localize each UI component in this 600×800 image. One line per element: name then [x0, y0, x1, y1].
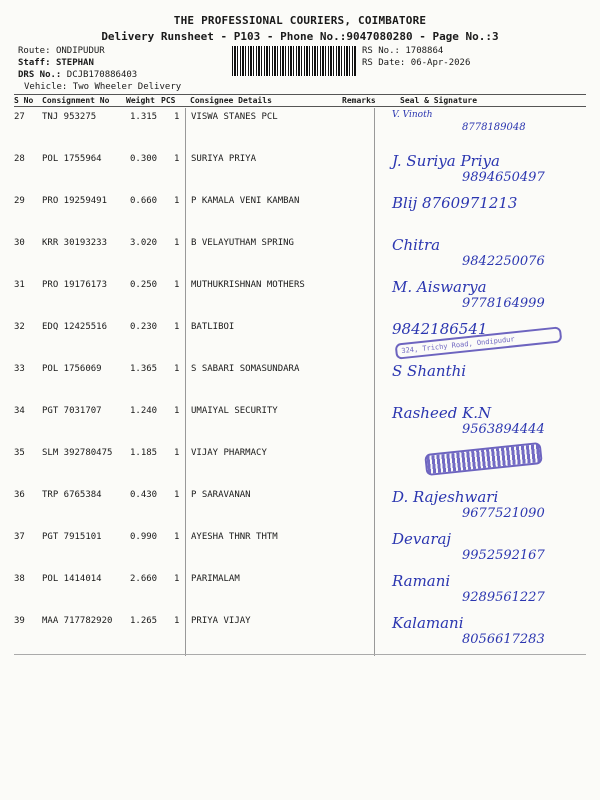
- signature-name: Blij 8760971213: [392, 194, 518, 212]
- col-weight: Weight: [126, 96, 155, 105]
- vehicle-line: [24, 82, 181, 92]
- col-consignment: Consignment No: [42, 96, 110, 105]
- row-sno: 36: [14, 490, 25, 500]
- drs-value: DCJB170886403: [66, 70, 138, 80]
- row-consignment: PRO 19176173: [42, 280, 108, 290]
- rs-no-value: 1708864: [405, 46, 444, 56]
- signature-name: V. Vinoth: [392, 110, 433, 120]
- row-weight: 1.185: [130, 448, 158, 458]
- staff-label: Staff:: [18, 58, 51, 68]
- row-consignee: VISWA STANES PCL: [191, 112, 278, 122]
- row-sno: 39: [14, 616, 25, 626]
- col-sno: S No: [14, 96, 34, 105]
- rs-no-line: [362, 46, 443, 56]
- header-top-rule: [14, 94, 586, 95]
- row-sno: 37: [14, 532, 25, 542]
- row-pcs: 1: [174, 322, 180, 332]
- row-weight: 0.660: [130, 196, 158, 206]
- row-consignment: PGT 7031707: [42, 406, 102, 416]
- vehicle-value: Two Wheeler Delivery: [72, 82, 182, 92]
- row-pcs: 1: [174, 364, 180, 374]
- row-sno: 33: [14, 364, 25, 374]
- row-consignment: TRP 6765384: [42, 490, 102, 500]
- row-weight: 1.240: [130, 406, 158, 416]
- row-consignee: PRIYA VIJAY: [191, 616, 251, 626]
- row-consignee: SURIYA PRIYA: [191, 154, 257, 164]
- col-consignee: Consignee Details: [190, 96, 272, 105]
- row-consignment: EDQ 12425516: [42, 322, 108, 332]
- table-bottom-rule: [14, 654, 586, 655]
- row-pcs: 1: [174, 196, 180, 206]
- row-consignee: P SARAVANAN: [191, 490, 251, 500]
- signature-phone: 9894650497: [462, 170, 545, 185]
- row-consignment: POL 1414014: [42, 574, 102, 584]
- row-pcs: 1: [174, 574, 180, 584]
- table-row: [0, 360, 600, 402]
- signature-name: Ramani: [392, 572, 451, 590]
- row-weight: 1.265: [130, 616, 158, 626]
- signature-name: J. Suriya Priya: [392, 152, 500, 170]
- row-weight: 0.300: [130, 154, 158, 164]
- rs-date-line: [362, 58, 470, 68]
- signature-name: Chitra: [392, 236, 441, 254]
- row-consignment: MAA 717782920: [42, 616, 113, 626]
- rs-date-value: 06-Apr-2026: [410, 58, 471, 68]
- row-sno: 30: [14, 238, 25, 248]
- signature-name: S Shanthi: [392, 362, 467, 380]
- row-pcs: 1: [174, 532, 180, 542]
- header-bottom-rule: [14, 106, 586, 107]
- col-seal: Seal & Signature: [400, 96, 478, 105]
- row-sno: 27: [14, 112, 25, 122]
- row-pcs: 1: [174, 112, 180, 122]
- route-label: Route:: [18, 46, 51, 56]
- row-consignment: PGT 7915101: [42, 532, 102, 542]
- row-consignment: POL 1756069: [42, 364, 102, 374]
- staff-value: STEPHAN: [55, 58, 94, 68]
- row-weight: 0.430: [130, 490, 158, 500]
- row-consignee: B VELAYUTHAM SPRING: [191, 238, 294, 248]
- signature-phone: 9563894444: [462, 422, 545, 437]
- route-line: [18, 46, 105, 56]
- signature-phone: 9952592167: [462, 548, 545, 563]
- signature-name: Devaraj: [392, 530, 452, 548]
- row-sno: 29: [14, 196, 25, 206]
- row-weight: 0.230: [130, 322, 158, 332]
- vehicle-label: Vehicle:: [24, 82, 68, 92]
- row-consignee: UMAIYAL SECURITY: [191, 406, 278, 416]
- row-sno: 38: [14, 574, 25, 584]
- row-weight: 1.315: [130, 112, 158, 122]
- row-weight: 1.365: [130, 364, 158, 374]
- row-consignee: MUTHUKRISHNAN MOTHERS: [191, 280, 305, 290]
- runsheet-header: [0, 14, 600, 43]
- signature-phone: 9677521090: [462, 506, 545, 521]
- runsheet-subtitle: Delivery Runsheet - P103 - Phone No.:9047080280 - Page No.:3: [101, 30, 499, 43]
- signature-name: 9842186541: [392, 320, 488, 338]
- row-weight: 3.020: [130, 238, 158, 248]
- row-pcs: 1: [174, 154, 180, 164]
- row-weight: 0.990: [130, 532, 158, 542]
- row-pcs: 1: [174, 616, 180, 626]
- row-consignee: S SABARI SOMASUNDARA: [191, 364, 300, 374]
- row-pcs: 1: [174, 490, 180, 500]
- company-title: THE PROFESSIONAL COURIERS, COIMBATORE: [173, 14, 427, 27]
- row-consignee: PARIMALAM: [191, 574, 240, 584]
- row-sno: 32: [14, 322, 25, 332]
- signature-name: Kalamani: [392, 614, 464, 632]
- row-weight: 2.660: [130, 574, 158, 584]
- row-consignee: P KAMALA VENI KAMBAN: [191, 196, 300, 206]
- signature-name: Rasheed K.N: [392, 404, 492, 422]
- signature-phone: 8056617283: [462, 632, 545, 647]
- row-sno: 35: [14, 448, 25, 458]
- signature-name: M. Aiswarya: [392, 278, 487, 296]
- row-pcs: 1: [174, 238, 180, 248]
- signature-phone: 9778164999: [462, 296, 545, 311]
- col-remarks: Remarks: [342, 96, 376, 105]
- staff-line: [18, 58, 94, 68]
- row-weight: 0.250: [130, 280, 158, 290]
- row-sno: 31: [14, 280, 25, 290]
- rs-no-label: RS No.:: [362, 46, 400, 56]
- row-pcs: 1: [174, 280, 180, 290]
- row-consignment: KRR 30193233: [42, 238, 108, 248]
- signature-phone: 9842250076: [462, 254, 545, 269]
- row-consignment: POL 1755964: [42, 154, 102, 164]
- row-consignee: VIJAY PHARMACY: [191, 448, 267, 458]
- col-pcs: PCS: [161, 96, 176, 105]
- stamp-text: 324, Trichy Road, Ondipudur: [401, 335, 516, 356]
- row-consignment: PRO 19259491: [42, 196, 108, 206]
- row-sno: 34: [14, 406, 25, 416]
- signature-phone: 8778189048: [462, 122, 526, 133]
- row-consignment: TNJ 953275: [42, 112, 97, 122]
- barcode: [232, 46, 356, 76]
- row-pcs: 1: [174, 406, 180, 416]
- signature-phone: 9289561227: [462, 590, 545, 605]
- drs-line: [18, 70, 137, 80]
- route-value: ONDIPUDUR: [55, 46, 105, 56]
- row-consignee: AYESHA THNR THTM: [191, 532, 278, 542]
- row-pcs: 1: [174, 448, 180, 458]
- row-consignment: SLM 392780475: [42, 448, 113, 458]
- rs-date-label: RS Date:: [362, 58, 406, 68]
- drs-label: DRS No.:: [18, 70, 62, 80]
- row-consignee: BATLIBOI: [191, 322, 235, 332]
- row-sno: 28: [14, 154, 25, 164]
- signature-name: D. Rajeshwari: [392, 488, 499, 506]
